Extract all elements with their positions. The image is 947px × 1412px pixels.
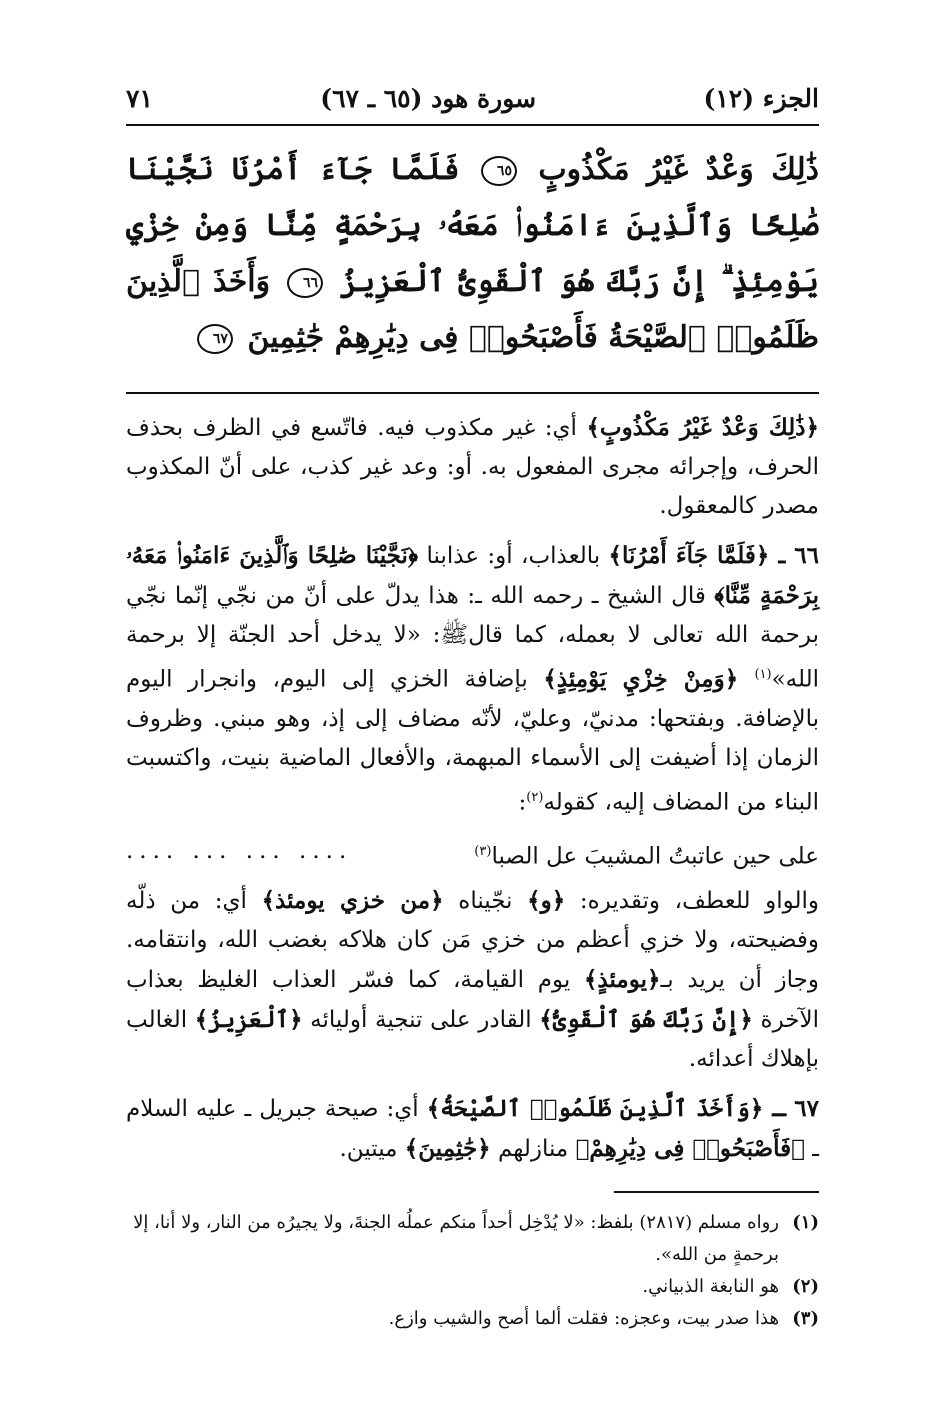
text: أي: من ذلّه وفضيحته، ولا خزي أعظم من خزي مَن كان هلاكه بغضب الله، وانتقامه. وجاز أن يريد بـ bbox=[126, 887, 819, 993]
text: : bbox=[518, 789, 527, 816]
quote: ﴿يومئذٍ﴾ bbox=[583, 965, 661, 993]
text: الغالب بإهلاك أعدائه. bbox=[126, 1006, 819, 1072]
verse-number: ٦٧ ـ bbox=[763, 1094, 819, 1122]
header-rule bbox=[126, 124, 819, 126]
text: ميتين. bbox=[339, 1135, 405, 1162]
text: منازلهم bbox=[490, 1135, 576, 1162]
text: بإضافة الخزي إلى اليوم، وانجرار اليوم بالإضافة. وبفتحها: مدنيّ، وعليّ، لأنّه مضاف إلى إذ، وهو مبني. وظروف الزمان إذا أضيفت إلى الأسماء المبهمة، والأفعال الماضية بنيت، واكتسبت البناء من المضاف إليه، كقوله bbox=[126, 666, 819, 816]
poem-hemistich bbox=[474, 832, 819, 877]
quote: ﴿و﴾ bbox=[527, 886, 566, 914]
quote: ﴿وَأَخَذَ ٱلَّذِينَ ظَلَمُوا۟ ٱلصَّيْحَةُ﴾ bbox=[426, 1094, 764, 1122]
footnote-2 bbox=[126, 1271, 819, 1303]
verse-67-marker: ٦٧ bbox=[197, 324, 233, 354]
text: قال الشيخ ـ رحمه الله ـ: هذا يدلّ على أنّ من نجّي إنّما نجّي برحمة الله تعالى لا بعمله، كما قالﷺ: «لا يدخل أحد الجنّة إلا برحمة الله» bbox=[126, 583, 820, 693]
text: نجّيناه bbox=[443, 887, 528, 914]
footnote-number: (١) bbox=[792, 1211, 819, 1233]
poem-text: على حين عاتبتُ المشيبَ عل الصبا bbox=[491, 843, 819, 870]
quote: ﴿ذَٰلِكَ وَعْدٌ غَيْرُ مَكْذُوبٍ﴾ bbox=[586, 414, 819, 441]
footnotes bbox=[126, 1207, 819, 1335]
quote: ﴿من خزي يومئذ﴾ bbox=[261, 886, 444, 914]
quote: ﴿فَأَصْبَحُوا۟ فِى دِيَٰرِهِمْ﴾ bbox=[575, 1134, 805, 1162]
quote: ﴿وَمِنْ خِزْيِ يَوْمِئِذٍ﴾ bbox=[543, 665, 755, 693]
footnote-number: (٢) bbox=[792, 1275, 819, 1297]
text: أي: صيحة جبريل ـ عليه السلام ـ bbox=[126, 1095, 819, 1162]
quran-verses bbox=[126, 142, 819, 366]
quote: ﴿إِنَّ رَبَّكَ هُوَ ٱلْقَوِىُّ﴾ bbox=[539, 1005, 753, 1033]
footnote-ref-1: (١) bbox=[754, 667, 772, 682]
footnote-number: (٣) bbox=[792, 1307, 819, 1329]
page-number: ٧١ bbox=[126, 84, 153, 113]
running-header bbox=[126, 78, 819, 120]
quote: ﴿ٱلْعَزِيزُ﴾ bbox=[194, 1005, 303, 1033]
quote: ﴿جَٰثِمِينَ﴾ bbox=[404, 1134, 491, 1162]
footnote-rule bbox=[614, 1191, 819, 1193]
footnote-ref-3: (٣) bbox=[474, 844, 492, 860]
verse-66-text: فَلَمَّا جَآءَ أَمْرُنَا نَجَّيْنَا صَٰلِحًا وَٱلَّذِينَ ءَامَنُوا۟ مَعَهُۥ بِرَحْمَةٍ مِّنَّا وَمِنْ خِزْيِ يَوْمِئِذٍ ۗ إِنَّ رَبَّكَ هُوَ ٱلْقَوِىُّ ٱلْعَزِيزُ bbox=[126, 152, 819, 299]
poem-ellipsis: .... ... ... .... bbox=[126, 838, 353, 865]
verse-65-marker: ٦٥ bbox=[481, 156, 517, 186]
commentary-paragraph-67 bbox=[126, 1089, 819, 1169]
quote: ﴿نَجَّيْنَا صَٰلِحًا وَٱلَّذِينَ ءَامَنُوا۟ مَعَهُۥ بِرَحْمَةٍ مِّنَّا﴾ bbox=[126, 542, 819, 609]
text: أي: غير مكذوب فيه. فاتّسع في الظرف بحذف الحرف، وإجرائه مجرى المفعول به. أو: وعد غير كذب، على أنّ المكذوب مصدر كالمعقول. bbox=[126, 415, 819, 519]
text: القادر على تنجية أوليائه bbox=[302, 1006, 540, 1033]
verses-rule bbox=[126, 392, 819, 394]
commentary-paragraph-66-cont bbox=[126, 881, 819, 1079]
part-label: الجزء (١٢) bbox=[703, 84, 819, 113]
text: والواو للعطف، وتقديره: bbox=[565, 887, 820, 914]
commentary-paragraph-66 bbox=[126, 536, 819, 822]
footnote-text: هذا صدر بيت، وعجزه: فقلت ألما أصح والشيب وازع. bbox=[388, 1307, 779, 1329]
footnote-text: هو النابغة الذبياني. bbox=[642, 1275, 779, 1297]
footnote-1 bbox=[126, 1207, 819, 1271]
verse-number: ٦٦ ـ bbox=[769, 542, 819, 569]
verse-67-text: وَأَخَذَ ٱلَّذِينَ ظَلَمُوا۟ ٱلصَّيْحَةُ فَأَصْبَحُوا۟ فِى دِيَٰرِهِمْ جَٰثِمِينَ bbox=[126, 264, 819, 355]
footnote-rule-wrap bbox=[126, 1191, 819, 1193]
text: يوم القيامة، كما فسّر العذاب الغليظ بعذاب الآخرة bbox=[126, 966, 820, 1033]
quote: ﴿فَلَمَّا جَآءَ أَمْرُنَا﴾ bbox=[608, 542, 770, 569]
commentary-paragraph-65 bbox=[126, 408, 819, 526]
verse-65-text: ذَٰلِكَ وَعْدٌ غَيْرُ مَكْذُوبٍ bbox=[538, 152, 819, 187]
footnote-ref-2: (٢) bbox=[526, 789, 544, 805]
surah-title: سورة هود (٦٥ ـ ٦٧) bbox=[320, 84, 537, 113]
text: بالعذاب، أو: عذابنا bbox=[418, 543, 609, 569]
commentary bbox=[126, 408, 819, 1169]
poem-verse bbox=[126, 832, 819, 877]
verse-66-marker: ٦٦ bbox=[287, 268, 323, 298]
footnote-3 bbox=[126, 1303, 819, 1335]
footnote-text: رواه مسلم (٢٨١٧) بلفظ: «لا يُدْخِل أحداً منكم عملُه الجنةَ، ولا يجيرُه من النار، ولا أنا، إلا برحمةٍ من الله». bbox=[133, 1211, 779, 1265]
